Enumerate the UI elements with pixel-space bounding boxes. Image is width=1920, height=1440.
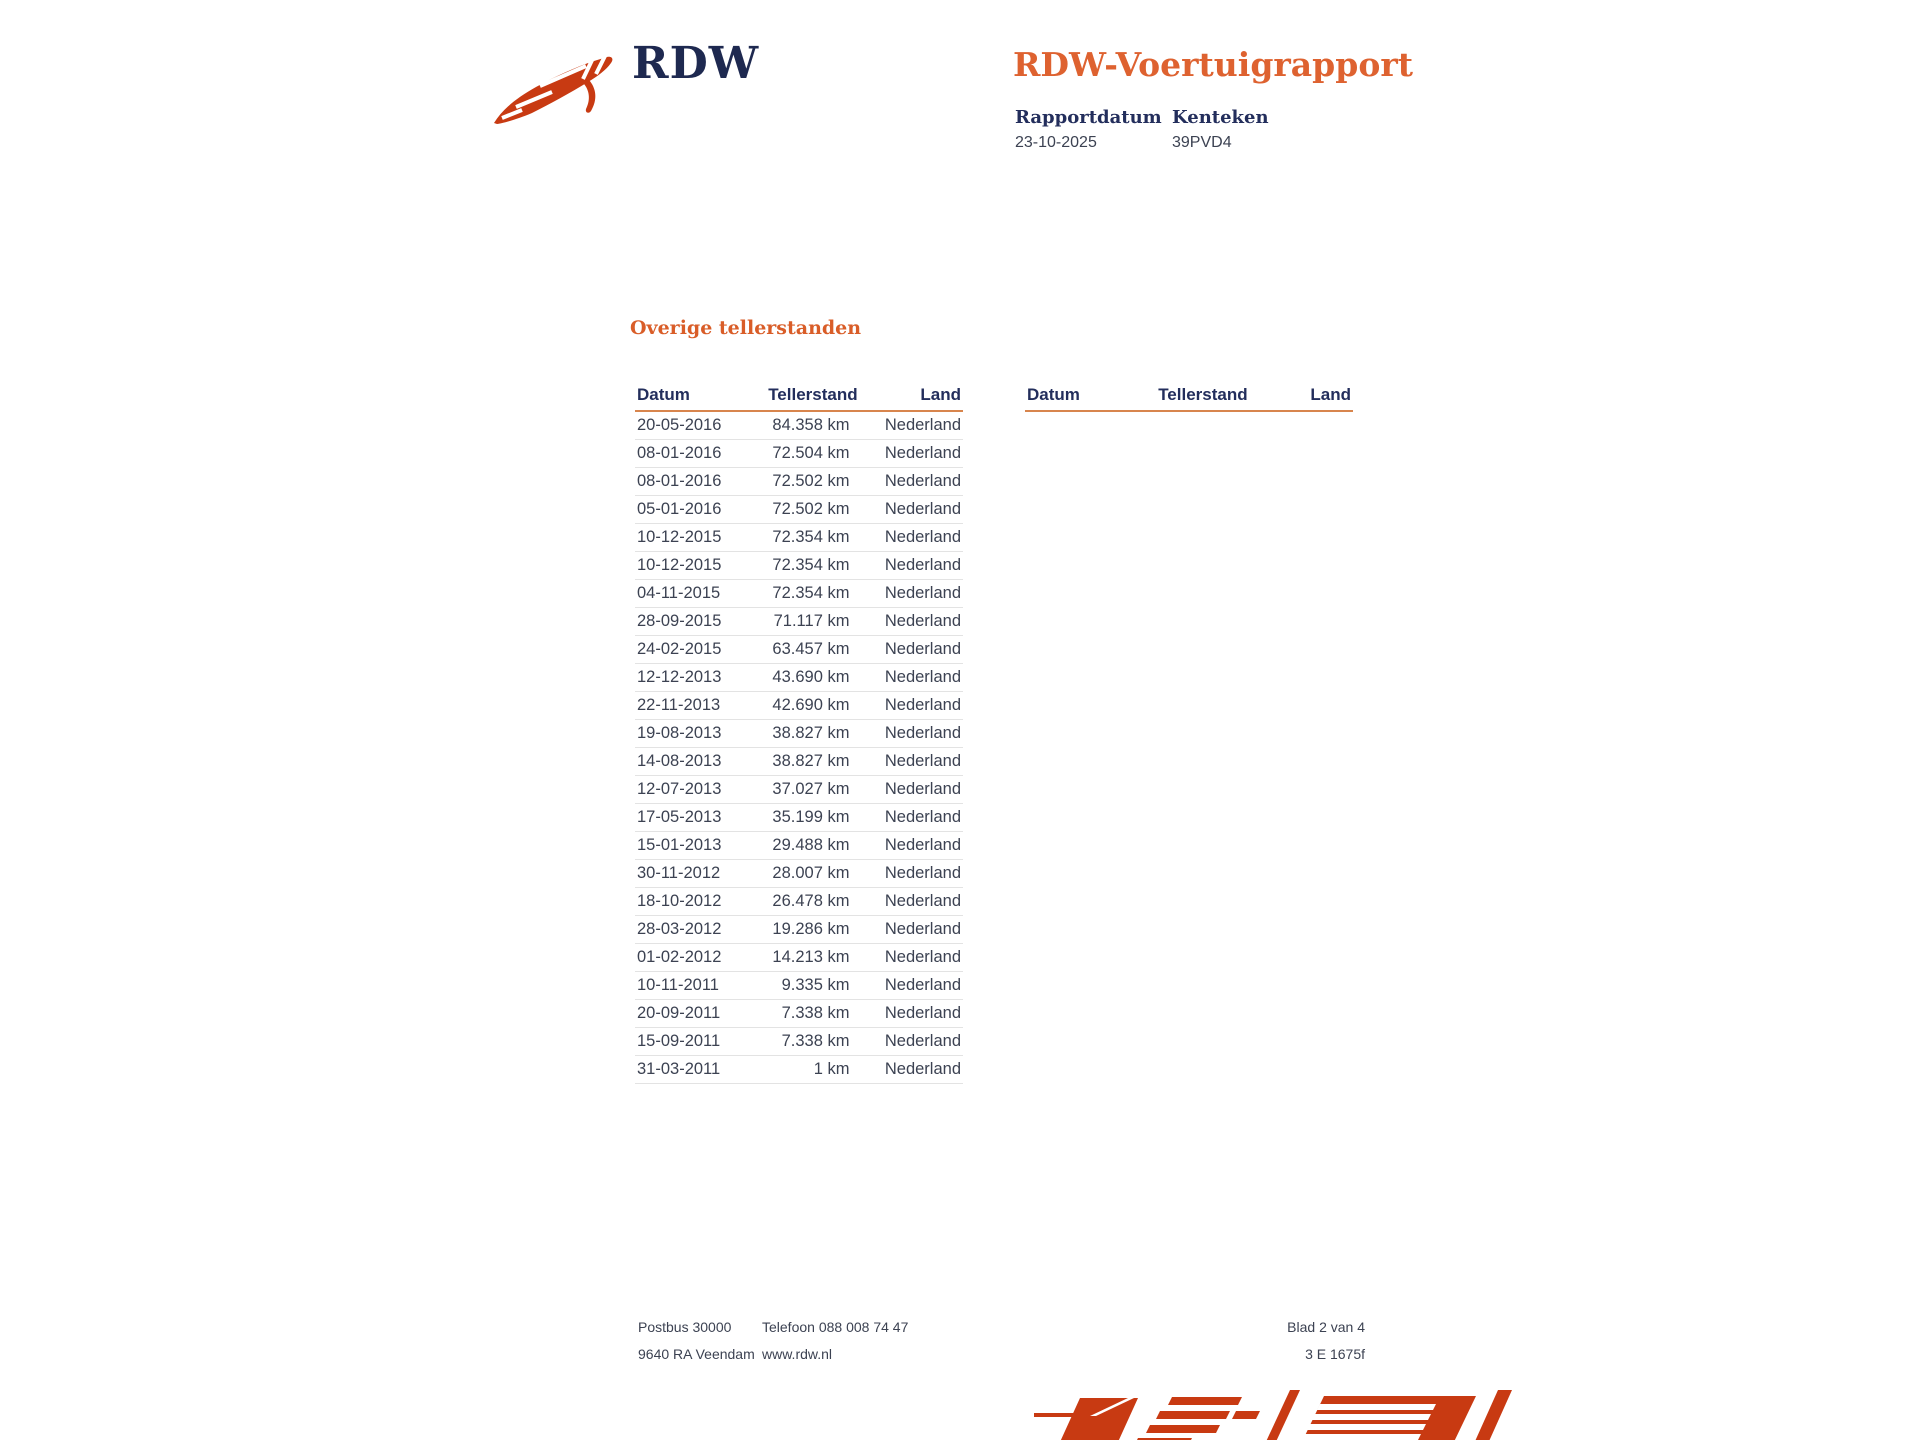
footer-address-line2: 9640 RA Veendam [638, 1346, 755, 1362]
table-cell-country: Nederland [851, 719, 963, 747]
table-cell-reading: 72.354 km [766, 551, 851, 579]
table-cell-reading: 7.338 km [766, 1027, 851, 1055]
license-plate-label: Kenteken [1172, 107, 1269, 128]
column-header-tellerstand: Tellerstand [1156, 384, 1241, 411]
table-cell-date: 10-11-2011 [635, 971, 766, 999]
table-cell-country: Nederland [851, 859, 963, 887]
table-cell-reading: 84.358 km [766, 411, 851, 440]
table-cell-country: Nederland [851, 943, 963, 971]
table-row [635, 523, 963, 551]
table-cell-country: Nederland [851, 999, 963, 1027]
table-row [635, 579, 963, 607]
table-cell-reading: 72.502 km [766, 495, 851, 523]
table-cell-date: 28-03-2012 [635, 915, 766, 943]
footer-page-indicator: Blad 2 van 4 [1287, 1319, 1365, 1335]
table-cell-country: Nederland [851, 803, 963, 831]
table-row [635, 831, 963, 859]
table-cell-reading: 37.027 km [766, 775, 851, 803]
table-cell-date: 19-08-2013 [635, 719, 766, 747]
table-cell-reading: 71.117 km [766, 607, 851, 635]
table-cell-reading: 72.504 km [766, 439, 851, 467]
table-cell-country: Nederland [851, 467, 963, 495]
table-cell-reading: 7.338 km [766, 999, 851, 1027]
table-cell-country: Nederland [851, 551, 963, 579]
table-cell-date: 05-01-2016 [635, 495, 766, 523]
footer-form-code: 3 E 1675f [1305, 1346, 1365, 1362]
table-cell-date: 01-02-2012 [635, 943, 766, 971]
column-header-datum: Datum [1025, 384, 1156, 411]
table-cell-date: 10-12-2015 [635, 523, 766, 551]
table-cell-date: 20-05-2016 [635, 411, 766, 440]
footer-address-line1: Postbus 30000 [638, 1319, 732, 1335]
table-row [635, 775, 963, 803]
table-row [635, 747, 963, 775]
table-cell-country: Nederland [851, 915, 963, 943]
column-header-land: Land [1241, 384, 1353, 411]
table-cell-reading: 28.007 km [766, 859, 851, 887]
table-cell-reading: 35.199 km [766, 803, 851, 831]
table-cell-country: Nederland [851, 579, 963, 607]
column-header-tellerstand: Tellerstand [766, 384, 851, 411]
table-row [635, 691, 963, 719]
table-cell-reading: 72.354 km [766, 523, 851, 551]
table-cell-reading: 1 km [766, 1055, 851, 1083]
table-cell-country: Nederland [851, 831, 963, 859]
table-cell-country: Nederland [851, 439, 963, 467]
table-row [635, 635, 963, 663]
table-cell-country: Nederland [851, 691, 963, 719]
table-cell-country: Nederland [851, 1055, 963, 1083]
table-row [635, 1027, 963, 1055]
table-cell-date: 28-09-2015 [635, 607, 766, 635]
rdw-speedlines-graphic [1032, 1386, 1520, 1440]
table-cell-country: Nederland [851, 971, 963, 999]
table-cell-date: 20-09-2011 [635, 999, 766, 1027]
table-row [635, 411, 963, 440]
table-cell-reading: 38.827 km [766, 719, 851, 747]
table-row [635, 915, 963, 943]
table-cell-reading: 26.478 km [766, 887, 851, 915]
odometer-table-left [635, 384, 963, 1084]
table-cell-reading: 29.488 km [766, 831, 851, 859]
table-row [635, 551, 963, 579]
table-row [635, 495, 963, 523]
table-header-row [1025, 384, 1353, 411]
table-cell-date: 14-08-2013 [635, 747, 766, 775]
report-date-value: 23-10-2025 [1015, 134, 1097, 151]
page-title: RDW-Voertuigrapport [1013, 45, 1413, 84]
rdw-feather-logo-icon [488, 52, 626, 130]
table-cell-date: 15-09-2011 [635, 1027, 766, 1055]
table-row [635, 663, 963, 691]
table-cell-country: Nederland [851, 1027, 963, 1055]
table-row [635, 607, 963, 635]
table-cell-date: 22-11-2013 [635, 691, 766, 719]
table-cell-reading: 72.354 km [766, 579, 851, 607]
table-row [635, 803, 963, 831]
footer-website: www.rdw.nl [762, 1346, 833, 1362]
table-cell-country: Nederland [851, 747, 963, 775]
table-cell-date: 12-12-2013 [635, 663, 766, 691]
table-cell-reading: 9.335 km [766, 971, 851, 999]
report-date-label: Rapportdatum [1015, 107, 1162, 128]
table-cell-country: Nederland [851, 411, 963, 440]
license-plate-value: 39PVD4 [1172, 134, 1232, 151]
table-cell-country: Nederland [851, 887, 963, 915]
table-cell-reading: 63.457 km [766, 635, 851, 663]
table-row [635, 439, 963, 467]
table-cell-reading: 72.502 km [766, 467, 851, 495]
rdw-logo-wordmark: RDW [632, 38, 760, 89]
table-cell-reading: 43.690 km [766, 663, 851, 691]
table-cell-date: 30-11-2012 [635, 859, 766, 887]
section-title-overige-tellerstanden: Overige tellerstanden [630, 317, 862, 339]
table-cell-date: 18-10-2012 [635, 887, 766, 915]
table-cell-country: Nederland [851, 607, 963, 635]
table-cell-date: 15-01-2013 [635, 831, 766, 859]
table-cell-date: 31-03-2011 [635, 1055, 766, 1083]
table-cell-reading: 19.286 km [766, 915, 851, 943]
table-cell-reading: 42.690 km [766, 691, 851, 719]
table-cell-country: Nederland [851, 495, 963, 523]
table-cell-date: 17-05-2013 [635, 803, 766, 831]
table-cell-country: Nederland [851, 523, 963, 551]
table-row [635, 1055, 963, 1083]
table-cell-country: Nederland [851, 663, 963, 691]
table-cell-date: 12-07-2013 [635, 775, 766, 803]
table-cell-country: Nederland [851, 775, 963, 803]
table-cell-reading: 14.213 km [766, 943, 851, 971]
table-cell-date: 08-01-2016 [635, 467, 766, 495]
odometer-table-right [1025, 384, 1353, 412]
table-row [635, 999, 963, 1027]
table-cell-date: 10-12-2015 [635, 551, 766, 579]
table-cell-date: 24-02-2015 [635, 635, 766, 663]
table-row [635, 719, 963, 747]
table-row [635, 887, 963, 915]
table-row [635, 467, 963, 495]
table-row [635, 859, 963, 887]
table-row [635, 943, 963, 971]
table-cell-date: 08-01-2016 [635, 439, 766, 467]
table-cell-date: 04-11-2015 [635, 579, 766, 607]
table-cell-reading: 38.827 km [766, 747, 851, 775]
column-header-datum: Datum [635, 384, 766, 411]
column-header-land: Land [851, 384, 963, 411]
footer-phone: Telefoon 088 008 74 47 [762, 1319, 909, 1335]
table-cell-country: Nederland [851, 635, 963, 663]
table-header-row [635, 384, 963, 411]
table-row [635, 971, 963, 999]
